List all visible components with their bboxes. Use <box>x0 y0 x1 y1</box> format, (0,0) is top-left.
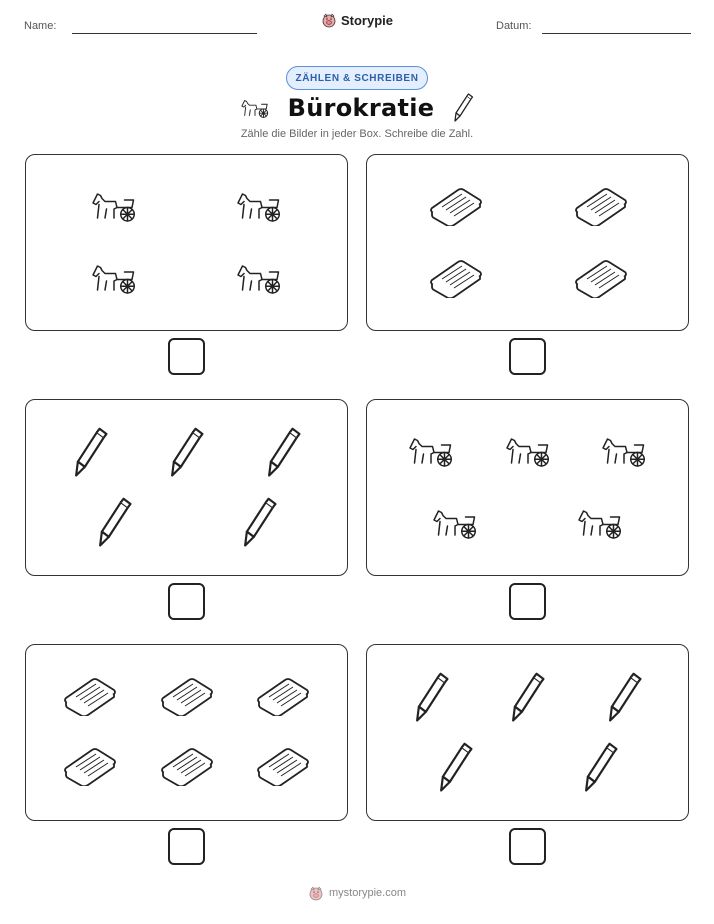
paper-stack-icon <box>255 746 311 786</box>
date-line[interactable] <box>542 33 691 34</box>
brand-logo <box>0 12 714 28</box>
horse-carriage-icon <box>431 506 479 540</box>
horse-carriage-icon <box>90 261 138 295</box>
pig-icon <box>321 12 337 28</box>
paper-stack-icon <box>428 258 484 298</box>
horse-carriage-icon <box>90 189 138 223</box>
counting-box-5 <box>25 644 348 821</box>
instructions: Zähle die Bilder in jeder Box. Schreibe die Zahl. <box>240 128 474 140</box>
pencil-icon <box>604 672 644 724</box>
paper-stack-icon <box>62 676 118 716</box>
horse-carriage-icon <box>600 434 648 468</box>
horse-carriage-icon <box>240 97 270 119</box>
counting-box-4 <box>366 399 689 576</box>
horse-carriage-icon <box>235 261 283 295</box>
name-line[interactable] <box>72 33 257 34</box>
paper-stack-icon <box>573 258 629 298</box>
worksheet-title: Bürokratie <box>287 94 435 122</box>
paper-stack-icon <box>428 186 484 226</box>
pencil-icon <box>435 742 475 794</box>
answer-box-5[interactable] <box>168 828 205 865</box>
pencil-icon <box>70 427 110 479</box>
activity-badge: ZÄHLEN & SCHREIBEN <box>286 66 428 90</box>
horse-carriage-icon <box>235 189 283 223</box>
horse-carriage-icon <box>407 434 455 468</box>
brand-name: Storypie <box>340 12 393 28</box>
pencil-icon <box>580 742 620 794</box>
horse-carriage-icon <box>576 506 624 540</box>
paper-stack-icon <box>62 746 118 786</box>
footer-url[interactable]: mystorypie.com <box>328 887 407 899</box>
answer-box-1[interactable] <box>168 338 205 375</box>
pencil-icon <box>263 427 303 479</box>
footer <box>0 885 714 901</box>
pencil-icon <box>94 497 134 549</box>
paper-stack-icon <box>159 676 215 716</box>
counting-box-2 <box>366 154 689 331</box>
answer-box-3[interactable] <box>168 583 205 620</box>
pencil-icon <box>166 427 206 479</box>
counting-box-1 <box>25 154 348 331</box>
pencil-icon <box>452 93 474 123</box>
horse-carriage-icon <box>504 434 552 468</box>
counting-box-3 <box>25 399 348 576</box>
answer-box-2[interactable] <box>509 338 546 375</box>
answer-box-4[interactable] <box>509 583 546 620</box>
answer-box-6[interactable] <box>509 828 546 865</box>
pencil-icon <box>411 672 451 724</box>
paper-stack-icon <box>255 676 311 716</box>
pencil-icon <box>239 497 279 549</box>
pencil-icon <box>507 672 547 724</box>
counting-box-6 <box>366 644 689 821</box>
name-label: Name: <box>24 20 57 32</box>
date-label: Datum: <box>496 20 532 32</box>
pig-icon <box>308 885 324 901</box>
paper-stack-icon <box>573 186 629 226</box>
paper-stack-icon <box>159 746 215 786</box>
title-row <box>0 92 714 124</box>
